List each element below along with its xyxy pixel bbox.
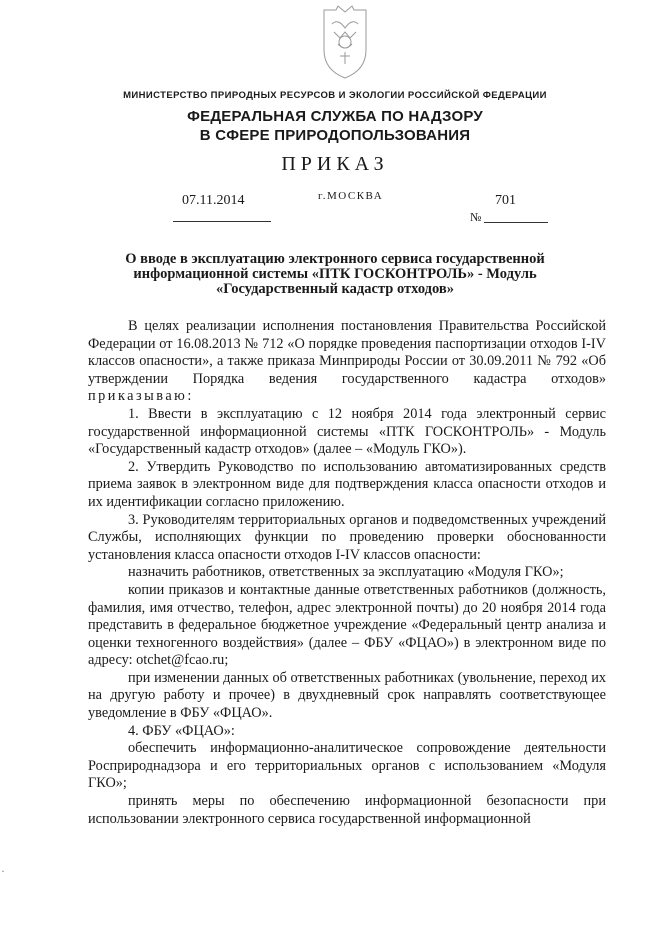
document-type: ПРИКАЗ — [281, 153, 389, 175]
coat-of-arms-emblem — [310, 2, 380, 82]
paragraph-3: 3. Руководителям территориальных органов и подведомственных учреждений Службы, исполняющих функции по проведению проверки обоснованности установления класса опасности отходов I-IV классов опасности: — [88, 511, 606, 563]
margin-mark: · — [1, 864, 5, 878]
number-underline — [484, 222, 548, 223]
order-body — [88, 318, 606, 828]
agency-name-line1: ФЕДЕРАЛЬНАЯ СЛУЖБА ПО НАДЗОРУ — [187, 108, 483, 125]
paragraph-3b: копии приказов и контактные данные ответственных работников (должность, фамилия, имя отчество, телефон, адрес электронной почты) до 20 ноября 2014 года представить в федеральное бюджетное учреждение «Федеральный центр анализа и оценки техногенного воздействия» (далее – ФБУ «ФЦАО») в электронном виде по адресу: otchet@fcao.ru; — [88, 581, 606, 669]
order-date: 07.11.2014 — [182, 193, 245, 208]
preamble-paragraph — [88, 318, 606, 406]
order-word: приказываю: — [88, 388, 194, 405]
number-sign: № — [470, 210, 482, 224]
paragraph-3a: назначить работников, ответственных за эксплуатацию «Модуля ГКО»; — [128, 564, 564, 581]
agency-name-line2: В СФЕРЕ ПРИРОДОПОЛЬЗОВАНИЯ — [199, 127, 471, 144]
subject-line1: О вводе в эксплуатацию электронного сервиса государственной — [125, 251, 545, 267]
paragraph-1: 1. Ввести в эксплуатацию с 12 ноября 2014 года электронный сервис государственной информационной системы «ПТК ГОСКОНТРОЛЬ» - Модуль «Государственный кадастр отходов» (далее – «Модуль ГКО»). — [88, 405, 606, 458]
date-underline — [173, 221, 271, 222]
agency-name — [0, 107, 670, 145]
order-city: г.МОСКВА — [318, 190, 384, 202]
paragraph-4a: обеспечить информационно-аналитическое сопровождение деятельности Росприроднадзора и его территориальных органов с использованием «Модуля ГКО»; — [88, 740, 606, 792]
subject-line3: «Государственный кадастр отходов» — [216, 281, 454, 297]
subject-line2: информационной системы «ПТК ГОСКОНТРОЛЬ» - Модуль — [133, 266, 537, 282]
paragraph-3c: при изменении данных об ответственных работниках (увольнение, переход их на другую работу и прочее) в двухдневный срок направлять соответствующее уведомление в ФБУ «ФЦАО». — [88, 669, 606, 722]
order-number: 701 — [495, 193, 516, 208]
paragraph-4: 4. ФБУ «ФЦАО»: — [128, 722, 235, 739]
ministry-name: МИНИСТЕРСТВО ПРИРОДНЫХ РЕСУРСОВ И ЭКОЛОГИИ РОССИЙСКОЙ ФЕДЕРАЦИИ — [123, 90, 547, 101]
preamble-text: В целях реализации исполнения постановления Правительства Российской Федерации от 16.08.2013 № 712 «О порядке проведения паспортизации отходов I-IV классов опасности», а также приказа Минприроды России от 30.09.2011 № 792 «Об утверждении Порядка ведения государственного кадастра отходов» — [88, 318, 606, 387]
order-subject — [60, 252, 610, 297]
paragraph-4b: принять меры по обеспечению информационной безопасности при использовании электронного сервиса государственной информационной — [88, 793, 606, 827]
paragraph-2: 2. Утвердить Руководство по использованию автоматизированных средств приема заявок в электронном виде для подтверждения класса опасности отходов и их идентификации согласно приложению. — [88, 458, 606, 510]
